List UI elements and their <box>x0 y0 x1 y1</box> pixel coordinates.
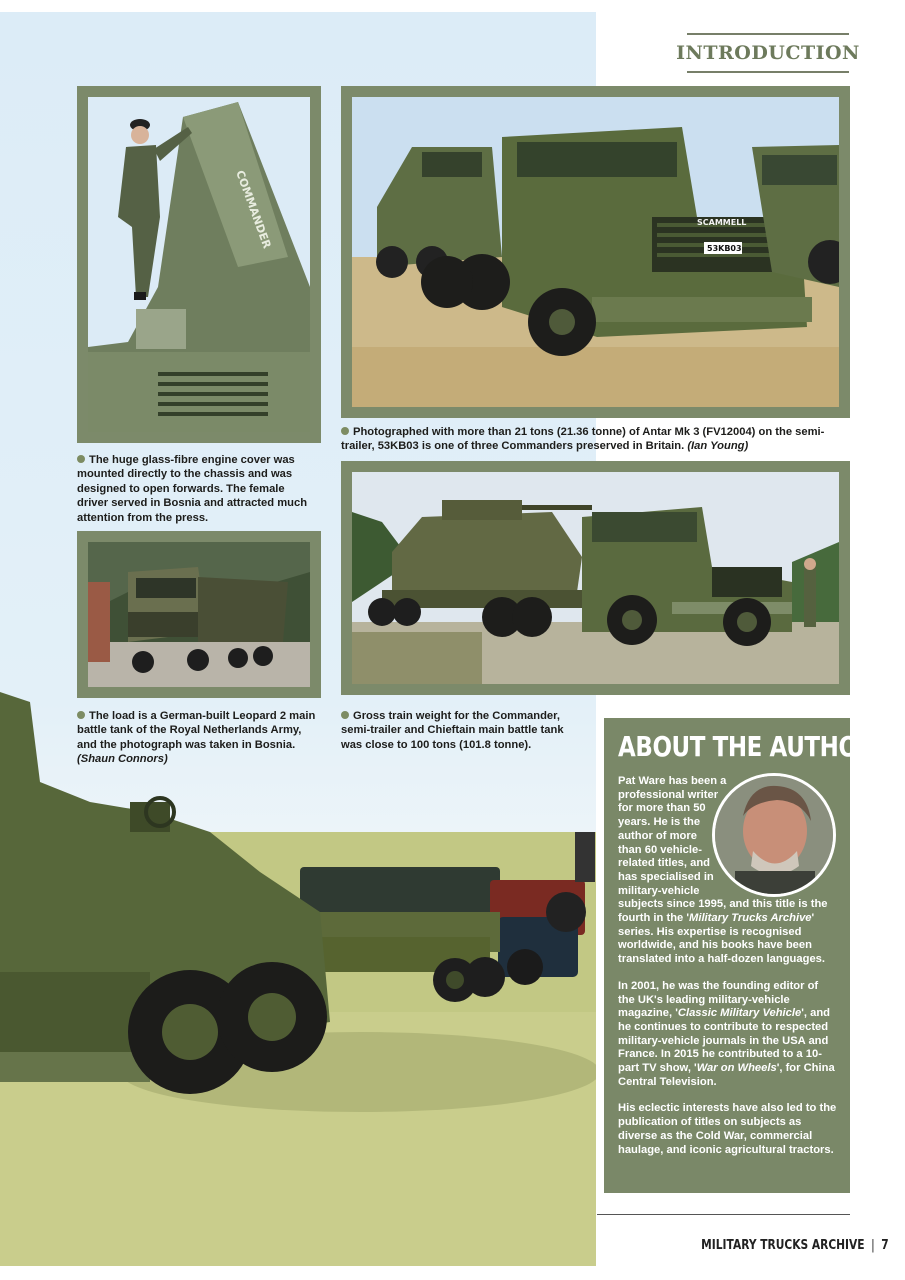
photo-credit: (Shaun Connors) <box>77 753 168 766</box>
caption-bullet-icon <box>341 711 349 719</box>
page-footer <box>660 1238 889 1253</box>
caption-antar-semitrailer: Photographed with more than 21 tons (21.36 tonne) of Antar Mk 3 (FV12004) on the semi-trailer, 53KB03 is one of three Commanders preserved in Britain. (Ian Young) <box>341 426 825 453</box>
photo-engine-cover <box>88 97 310 432</box>
tv-show-title: War on Wheels <box>696 1062 777 1075</box>
series-title: Military Trucks Archive <box>689 912 812 925</box>
bio-text: ', for China Central Television. <box>618 1062 835 1088</box>
photo-chieftain-load <box>352 472 839 684</box>
magazine-title: Classic Military Vehicle <box>677 1007 802 1020</box>
scammell-badge: SCAMMELL <box>697 218 747 227</box>
commander-badge: COMMANDER <box>233 168 274 251</box>
caption-bullet-icon <box>77 455 85 463</box>
photo-frame-chieftain <box>341 461 850 695</box>
footer-publication: MILITARY TRUCKS ARCHIVE <box>701 1238 865 1253</box>
bio-text: ', and he continues to contribute to respected military-vehicle journals in the USA and France. In 2015 he contributed to a 10-part TV show, ' <box>618 1007 830 1075</box>
photo-antar-semitrailer <box>352 97 839 407</box>
section-title: INTRODUCTION <box>687 33 849 73</box>
photo-credit: (Ian Young) <box>687 440 749 453</box>
registration-plate: 53KB03 <box>707 244 742 253</box>
footer-rule <box>597 1214 850 1215</box>
photo-frame-engine-cover <box>77 86 321 443</box>
photo-frame-leopard <box>77 531 321 698</box>
photo-frame-antar <box>341 86 850 418</box>
footer-separator: | <box>871 1238 875 1253</box>
author-bio-paragraph-2 <box>618 980 837 1090</box>
photo-leopard-load <box>88 542 310 687</box>
bio-text: Pat Ware has been a professional writer for more than 50 years. He is the author of more than 60 vehicle-related titles, and has specialised in military-vehicle subjects since 1995, and this title is the fourth in the ' <box>618 775 828 925</box>
caption-engine-cover: The huge glass-fibre engine cover was mounted directly to the chassis and was designed to open forwards. The female driver served in Bosnia and attracted much attention from the press. <box>77 454 308 524</box>
bio-text: In 2001, he was the founding editor of the UK's leading military-vehicle magazine, ' <box>618 979 819 1020</box>
caption-gross-train-weight: Gross train weight for the Commander, semi-trailer and Chieftain main battle tank was close to 100 tons (101.8 tonne). <box>341 710 564 751</box>
author-portrait <box>712 773 836 897</box>
bio-text: ' series. His expertise is recognised worldwide, and his books have been translated into a half-dozen languages. <box>618 912 825 966</box>
about-author-heading: ABOUT THE AUTHOR <box>618 730 875 763</box>
author-bio-paragraph-3: His eclectic interests have also led to the publication of titles on subjects as diverse as the Cold War, commercial haulage, and iconic agricultural tractors. <box>618 1102 837 1156</box>
caption-bullet-icon <box>341 427 349 435</box>
caption-leopard-load: The load is a German-built Leopard 2 main battle tank of the Royal Netherlands Army, and the photograph was taken in Bosnia. (Shaun Connors) <box>77 710 316 766</box>
page-number: 7 <box>881 1238 889 1253</box>
caption-bullet-icon <box>77 711 85 719</box>
